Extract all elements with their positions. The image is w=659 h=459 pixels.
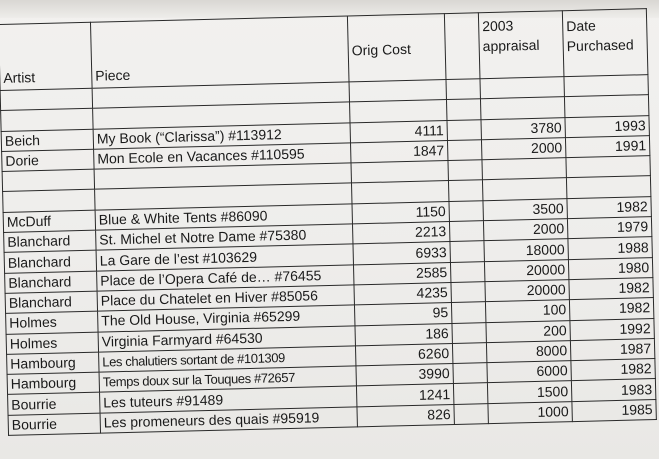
cell-artist: Blanchard [5,271,97,294]
cell-orig-cost: 6933 [353,242,450,265]
cell-artist [0,88,92,111]
cell-orig-cost: 6260 [355,343,452,366]
art-inventory-table [0,8,657,436]
cell-appraisal: 6000 [487,361,571,383]
cell-appraisal: 200 [486,320,570,342]
header-blank [444,13,480,80]
header-artist: Artist [0,22,92,90]
cell-date-purchased: 1979 [567,217,651,239]
cell-artist: Blanchard [4,251,96,274]
cell-blank [452,343,486,364]
cell-orig-cost [351,161,448,184]
cell-blank [452,322,486,343]
cell-orig-cost: 1847 [351,140,448,163]
cell-blank [450,241,484,262]
cell-date-purchased: 1992 [570,318,654,340]
cell-orig-cost: 2585 [353,262,450,285]
cell-blank [453,383,487,404]
cell-blank [446,99,480,120]
cell-orig-cost: 4235 [354,282,451,305]
cell-piece: My Book (“Clarissa”) #113912 [93,123,350,150]
cell-date-purchased: 1993 [565,115,649,137]
cell-blank [448,160,482,181]
cell-blank [454,403,488,424]
header-piece: Piece [90,16,349,88]
cell-artist: Blanchard [4,230,96,253]
cell-artist [3,190,95,213]
cell-artist: Blanchard [5,291,97,314]
cell-blank [451,302,485,323]
cell-date-purchased [566,176,650,198]
header-orig-cost: Orig Cost [347,14,446,82]
cell-date-purchased: 1980 [568,257,652,279]
cell-piece: Virginia Farmyard #64530 [98,325,355,352]
cell-date-purchased: 1983 [571,379,655,401]
cell-appraisal [480,77,564,99]
cell-appraisal: 8000 [486,340,570,362]
cell-piece: Blue & White Tents #86090 [95,204,352,231]
cell-orig-cost: 95 [354,303,451,326]
cell-orig-cost: 1150 [352,201,449,224]
cell-artist: Bourrie [8,393,100,416]
cell-appraisal [482,158,566,180]
cell-date-purchased: 1982 [571,359,655,381]
cell-piece: Temps doux sur la Touques #72657 [99,366,356,393]
cell-blank [450,261,484,282]
cell-blank [449,200,483,221]
cell-appraisal: 1000 [488,401,572,423]
cell-blank [447,119,481,140]
cell-blank [451,282,485,303]
cell-orig-cost: 186 [355,323,452,346]
header-appraisal: 2003 appraisal [478,11,564,79]
cell-blank [453,363,487,384]
cell-date-purchased: 1982 [569,298,653,320]
cell-artist: Holmes [6,311,98,334]
cell-appraisal: 100 [485,300,569,322]
cell-date-purchased: 1987 [570,338,654,360]
cell-piece: Les chalutiers sortant de #101309 [99,346,356,373]
cell-appraisal [480,97,564,119]
cell-orig-cost [351,181,448,204]
cell-appraisal: 1500 [487,381,571,403]
cell-orig-cost [349,80,446,103]
cell-piece: Les tuteurs #91489 [100,386,357,413]
cell-artist [1,109,93,132]
cell-date-purchased: 1982 [567,196,651,218]
cell-orig-cost [350,100,447,123]
cell-appraisal: 18000 [484,239,568,261]
cell-date-purchased [564,75,648,97]
cell-orig-cost: 1241 [356,384,453,407]
cell-orig-cost: 826 [357,404,454,427]
cell-appraisal: 20000 [485,280,569,302]
cell-piece: Les promeneurs des quais #95919 [100,407,357,434]
cell-date-purchased: 1982 [569,278,653,300]
cell-appraisal: 20000 [484,259,568,281]
cell-blank [449,221,483,242]
cell-blank [446,79,480,100]
cell-appraisal: 3780 [481,117,565,139]
cell-artist: Dorie [2,149,94,172]
cell-piece: Place du Chatelet en Hiver #85056 [97,285,354,312]
cell-artist: Hambourg [7,352,99,375]
cell-orig-cost: 2213 [352,222,449,245]
cell-appraisal: 3500 [483,198,567,220]
cell-blank [447,140,481,161]
cell-orig-cost: 3990 [356,364,453,387]
art-inventory-table-wrapper [0,8,657,436]
cell-appraisal: 2000 [481,138,565,160]
cell-artist: Holmes [6,332,98,355]
cell-date-purchased [566,156,650,178]
cell-artist: Hambourg [7,372,99,395]
cell-date-purchased: 1988 [568,237,652,259]
cell-artist: Bourrie [8,413,100,436]
cell-artist: McDuff [3,210,95,233]
cell-appraisal: 2000 [483,219,567,241]
cell-blank [448,180,482,201]
cell-date-purchased: 1985 [572,399,656,421]
cell-date-purchased [564,95,648,117]
cell-artist [2,169,94,192]
cell-orig-cost: 4111 [350,120,447,143]
cell-piece: Mon Ecole en Vacances #110595 [94,143,351,170]
cell-piece: La Gare de l’est #103629 [96,244,353,271]
cell-date-purchased: 1991 [565,136,649,158]
header-date-purchased: Date Purchased [562,9,648,77]
cell-piece: The Old House, Virginia #65299 [98,305,355,332]
cell-piece: St. Michel et Notre Dame #75380 [96,224,353,251]
cell-appraisal [482,178,566,200]
cell-piece: Place de l’Opera Café de… #76455 [97,265,354,292]
cell-artist: Beich [1,129,93,152]
